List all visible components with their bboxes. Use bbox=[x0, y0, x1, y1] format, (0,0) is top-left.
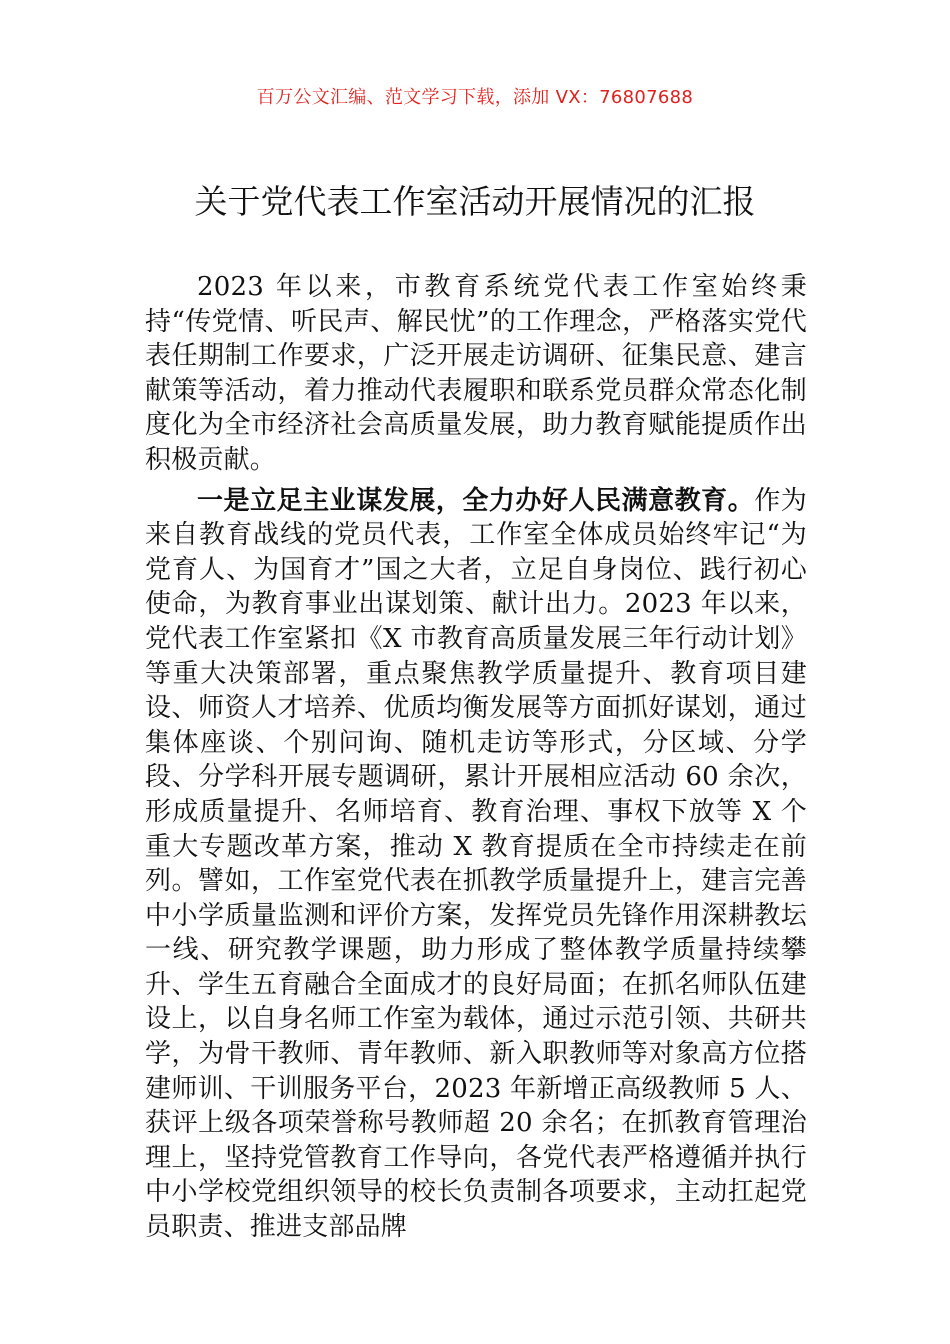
header-note: 百万公文汇编、范文学习下载，添加 VX：76807688 bbox=[256, 87, 694, 108]
document-body bbox=[145, 270, 807, 1245]
paragraph-intro bbox=[145, 270, 807, 478]
document-title: 关于党代表工作室活动开展情况的汇报 bbox=[194, 182, 756, 221]
paragraph-point-one-lead: 一是立足主业谋发展，全力办好人民满意教育。 bbox=[197, 485, 755, 516]
paragraph-point-one bbox=[145, 484, 807, 1245]
paragraph-point-one-text: 作为来自教育战线的党员代表，工作室全体成员始终牢记“为党育人、为国育才”国之大者，立足自身岗位、践行初心使命，为教育事业出谋划策、献计出力。2023 年以来，党代表工作室紧扣《X 市教育高质量发展三年行动计划》等重大决策部署，重点聚焦教学质量提升、教育项目建设、师资人才培养、优质均衡发展等方面抓好谋划，通过集体座谈、个别问询、随机走访等形式，分区域、分学段、分学科开展专题调研，累计开展相应活动 60 余次，形成质量提升、名师培育、教育治理、事权下放等 X 个重大专题改革方案，推动 X 教育提质在全市持续走在前列。譬如，工作室党代表在抓教学质量提升上，建言完善中小学质量监测和评价方案，发挥党员先锋作用深耕教坛一线、研究教学课题，助力形成了整体教学质量持续攀升、学生五育融合全面成才的良好局面；在抓名师队伍建设上，以自身名师工作室为载体，通过示范引领、共研共学，为骨干教师、青年教师、新入职教师等对象高方位搭建师训、干训服务平台，2023 年新增正高级教师 5 人、获评上级各项荣誉称号教师超 20 余名；在抓教育管理治理上，坚持党管教育工作导向，各党代表严格遵循并执行中小学校党组织领导的校长负责制各项要求，主动扛起党员职责、推进支部品牌 bbox=[145, 485, 808, 1243]
paragraph-intro-text: 2023 年以来，市教育系统党代表工作室始终秉持“传党情、听民声、解民忧”的工作理念，严格落实党代表任期制工作要求，广泛开展走访调研、征集民意、建言献策等活动，着力推动代表履职和联系党员群众常态化制度化为全市经济社会高质量发展，助力教育赋能提质作出积极贡献。 bbox=[145, 272, 807, 475]
